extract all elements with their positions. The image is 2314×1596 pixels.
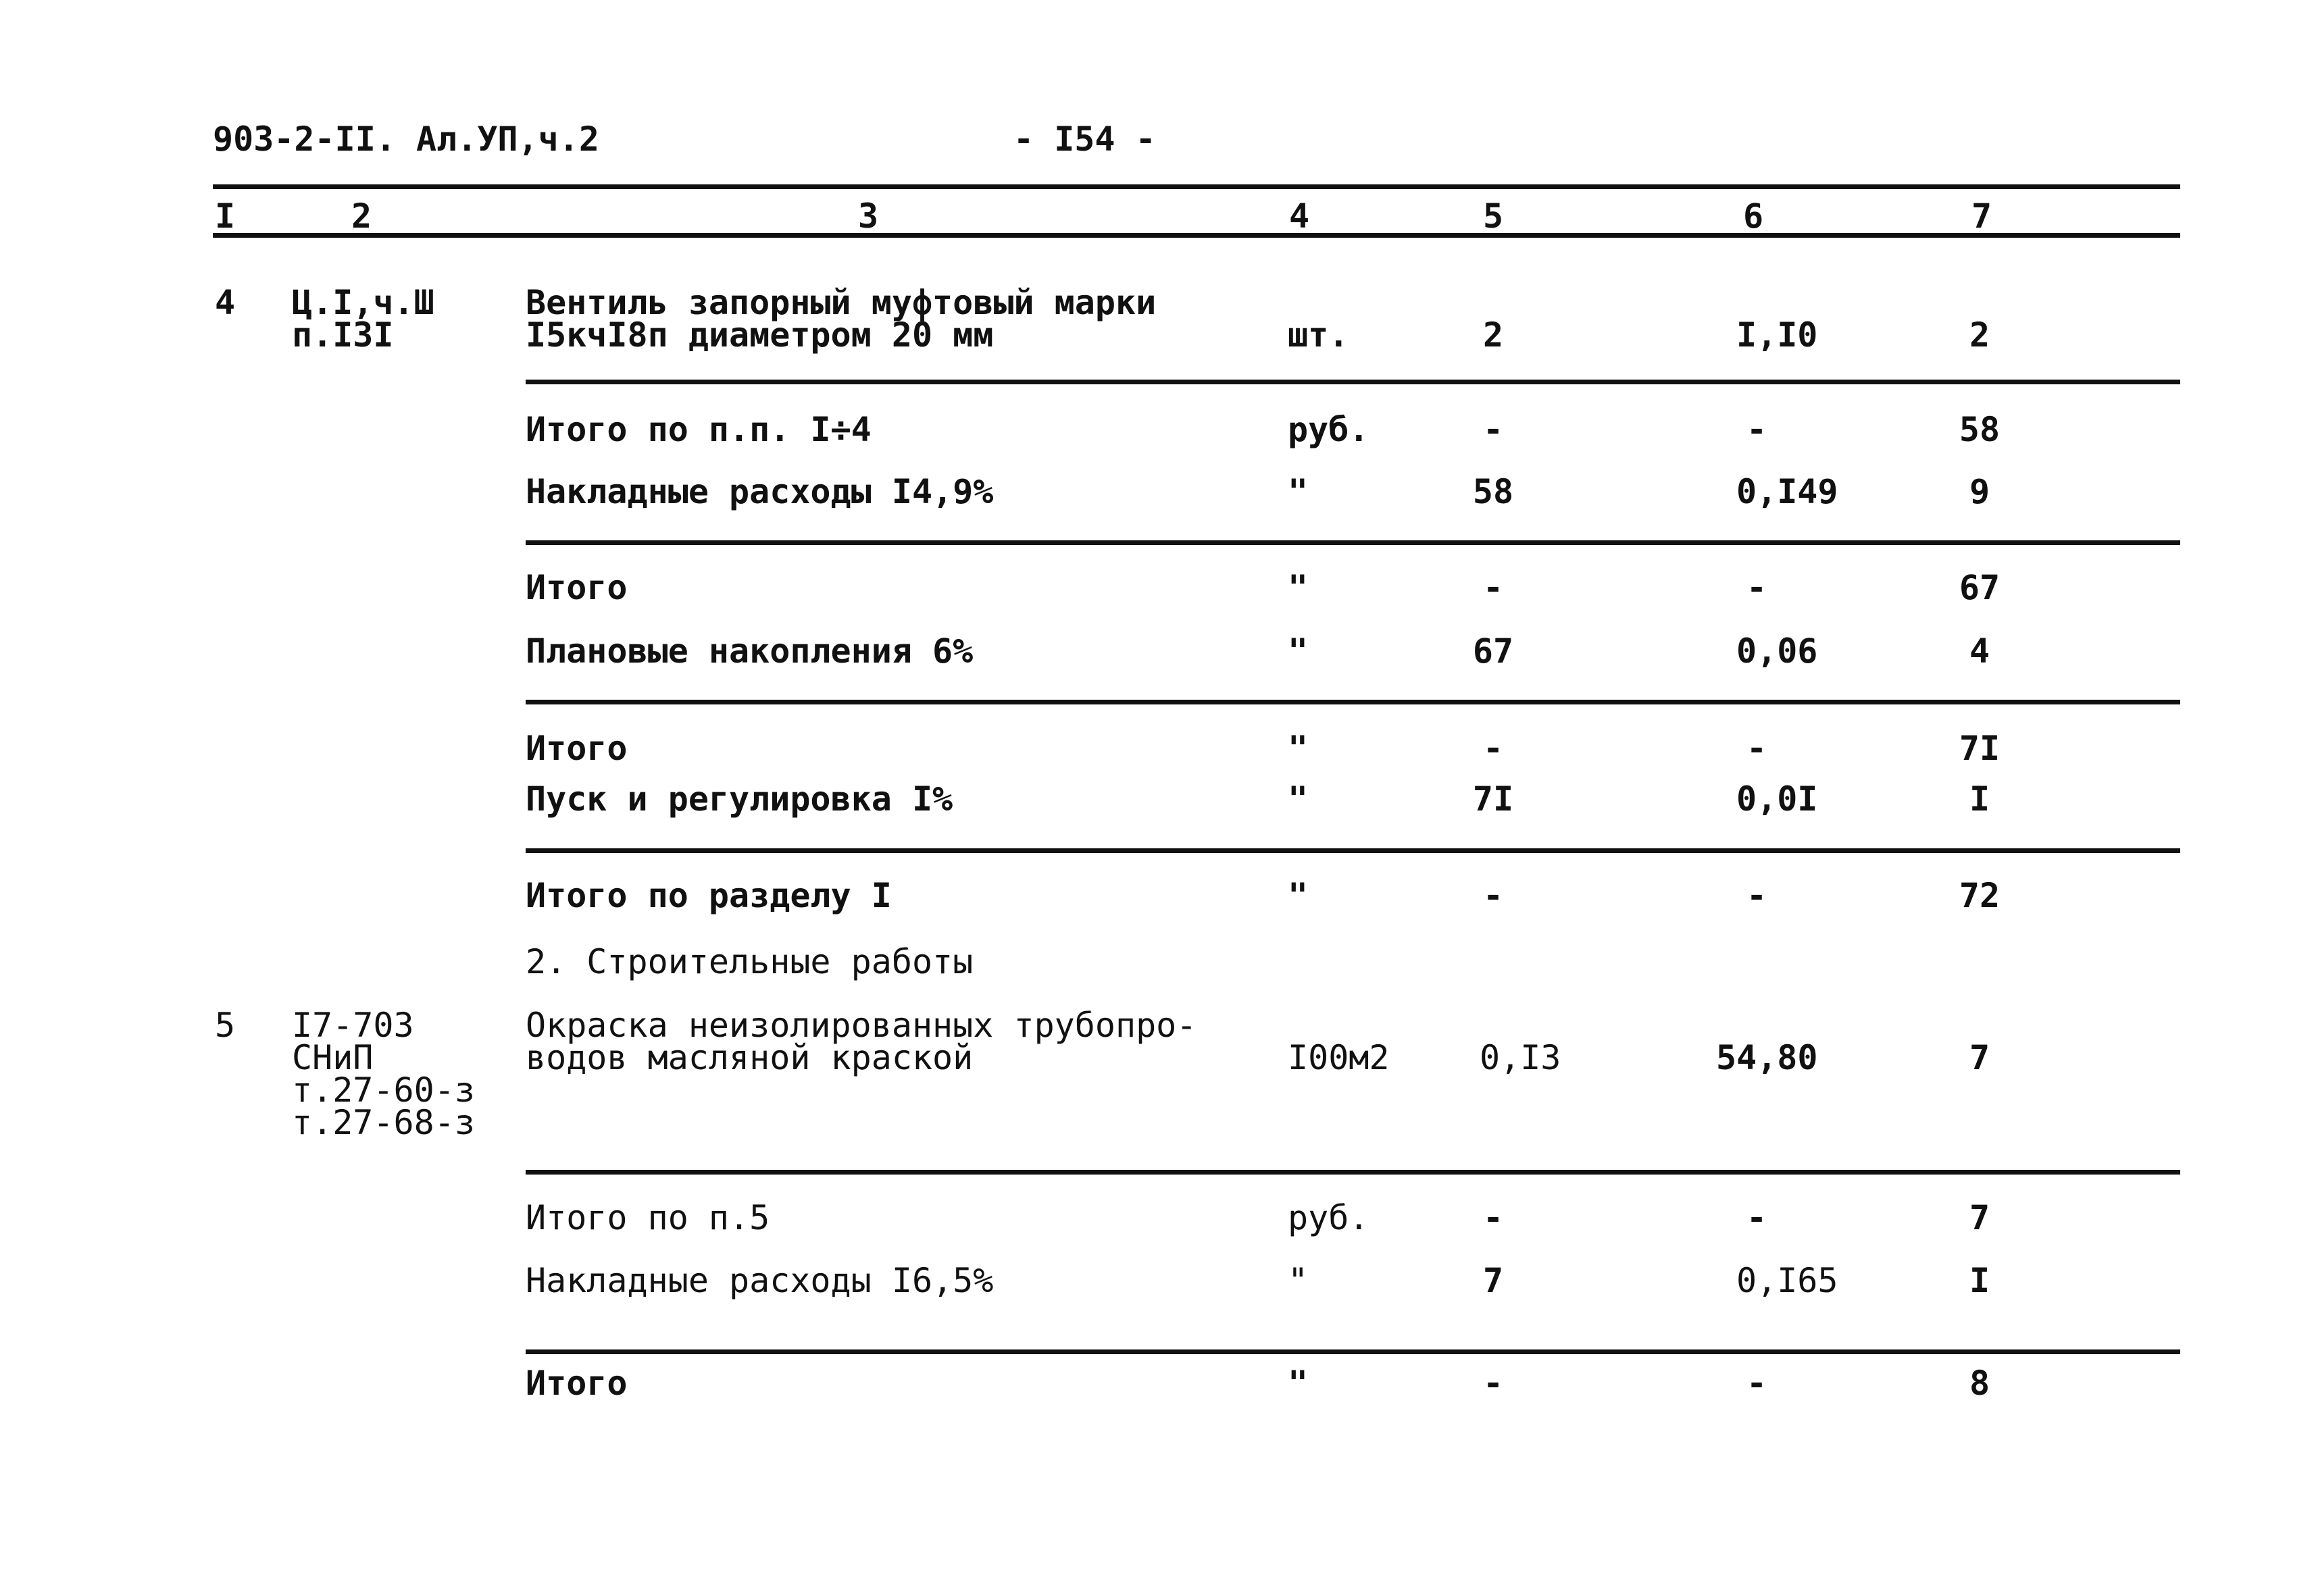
row-quantity: 7 — [1482, 1261, 1504, 1300]
row-quantity: 58 — [1472, 472, 1514, 511]
row-quantity: 7I — [1472, 779, 1514, 819]
row-total: 58 — [1959, 410, 2001, 449]
section-rule — [526, 540, 2180, 545]
row-quantity: - — [1482, 410, 1504, 449]
row-reference: т.27-60-з — [292, 1071, 475, 1110]
row-unit: " — [1288, 1364, 1309, 1403]
section-rule — [526, 1170, 2180, 1175]
row-unit: " — [1288, 779, 1309, 819]
row-number: 5 — [215, 1006, 236, 1045]
row-total: 7I — [1959, 729, 2001, 768]
col-header-2: 2 — [351, 197, 372, 236]
row-total: 8 — [1969, 1364, 1990, 1403]
row-description: Накладные расходы I4,9% — [526, 472, 994, 511]
document-code: 903-2-II. Ал.УП,ч.2 — [213, 120, 599, 159]
row-description: водов масляной краской — [526, 1038, 974, 1077]
row-number: 4 — [215, 283, 236, 322]
row-quantity: 67 — [1472, 632, 1514, 671]
row-unit: " — [1288, 729, 1309, 768]
row-reference: СНиП — [292, 1038, 374, 1077]
row-total: 4 — [1969, 632, 1990, 671]
row-unit: руб. — [1288, 1198, 1369, 1237]
row-unit-price: - — [1746, 1198, 1767, 1237]
row-quantity: - — [1482, 1198, 1504, 1237]
row-quantity: - — [1482, 568, 1504, 607]
row-unit-price: - — [1746, 729, 1767, 768]
row-description: Плановые накопления 6% — [526, 632, 974, 671]
col-header-7: 7 — [1971, 197, 1992, 236]
section-rule — [526, 1349, 2180, 1354]
row-quantity: 2 — [1482, 315, 1504, 355]
row-quantity: 0,I3 — [1480, 1038, 1561, 1077]
row-unit-price: - — [1746, 876, 1767, 915]
row-total: 7 — [1969, 1038, 1990, 1077]
row-unit: " — [1288, 568, 1309, 607]
row-unit: " — [1288, 1261, 1309, 1300]
row-total: 2 — [1969, 315, 1990, 355]
row-total: I — [1969, 1261, 1990, 1300]
row-reference: т.27-68-з — [292, 1103, 475, 1142]
row-unit: руб. — [1288, 410, 1369, 449]
row-description: I5кчI8п диаметром 20 мм — [526, 315, 994, 355]
row-description: Пуск и регулировка I% — [526, 779, 953, 819]
row-quantity: - — [1482, 729, 1504, 768]
row-description: Итого — [526, 568, 628, 607]
row-unit-price: 0,I49 — [1736, 472, 1838, 511]
row-unit-price: I,I0 — [1736, 315, 1818, 355]
row-total: 7 — [1969, 1198, 1990, 1237]
col-header-3: 3 — [858, 197, 879, 236]
row-description: Окраска неизолированных трубопро- — [526, 1006, 1197, 1045]
row-unit-price: 54,80 — [1716, 1038, 1818, 1077]
row-unit: " — [1288, 472, 1309, 511]
row-description: Итого — [526, 729, 628, 768]
row-description: Итого — [526, 1364, 628, 1403]
row-unit-price: - — [1746, 568, 1767, 607]
row-total: 72 — [1959, 876, 2001, 915]
row-description: Накладные расходы I6,5% — [526, 1261, 994, 1300]
row-unit-price: 0,I65 — [1736, 1261, 1838, 1300]
row-unit: " — [1288, 632, 1309, 671]
section-heading: 2. Строительные работы — [526, 942, 974, 981]
row-reference: Ц.I,ч.Ш — [292, 283, 434, 322]
header-bottom-rule — [213, 233, 2180, 238]
row-unit-price: 0,0I — [1736, 779, 1818, 819]
row-unit-price: - — [1746, 1364, 1767, 1403]
col-header-4: 4 — [1289, 197, 1310, 236]
col-header-6: 6 — [1743, 197, 1764, 236]
page-number: - I54 - — [1013, 120, 1156, 159]
row-unit: шт. — [1288, 315, 1349, 355]
row-quantity: - — [1482, 1364, 1504, 1403]
row-reference: I7-703 — [292, 1006, 414, 1045]
row-unit-price: - — [1746, 410, 1767, 449]
section-rule — [526, 380, 2180, 384]
col-header-1: I — [215, 197, 236, 236]
header-top-rule — [213, 184, 2180, 189]
row-unit: " — [1288, 876, 1309, 915]
section-rule — [526, 700, 2180, 704]
row-total: 9 — [1969, 472, 1990, 511]
row-reference: п.I3I — [292, 315, 394, 355]
section-rule — [526, 848, 2180, 853]
row-description: Итого по п.п. I÷4 — [526, 410, 872, 449]
row-total: I — [1969, 779, 1990, 819]
row-total: 67 — [1959, 568, 2001, 607]
row-description: Итого по п.5 — [526, 1198, 770, 1237]
row-quantity: - — [1482, 876, 1504, 915]
col-header-5: 5 — [1483, 197, 1504, 236]
row-description: Итого по разделу I — [526, 876, 892, 915]
row-unit-price: 0,06 — [1736, 632, 1818, 671]
row-unit: I00м2 — [1288, 1038, 1390, 1077]
row-description: Вентиль запорный муфтовый марки — [526, 283, 1157, 322]
